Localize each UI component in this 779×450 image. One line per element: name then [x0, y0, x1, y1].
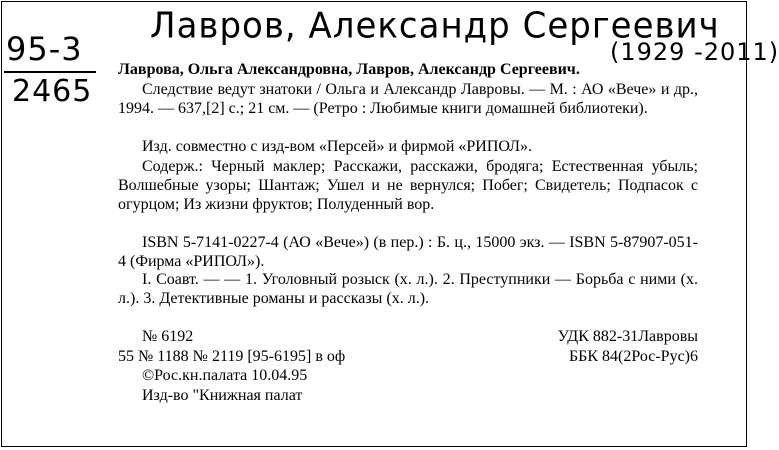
footer-udk: УДК 882-31Лавровы [557, 328, 698, 345]
handwritten-divider [4, 71, 96, 73]
handwritten-author-name: Лавров, Александр Сергеевич [150, 5, 720, 47]
record-edition-note: Изд. совместно с изд-вом «Персей» и фирмой «РИПОЛ». [142, 138, 532, 155]
record-isbn: ISBN 5-7141-0227-4 (АО «Вече») (в пер.) : Б. ц., 15000 экз. — ISBN 5-87907-051-4 (Фирма «РИПОЛ»). [118, 234, 698, 270]
handwritten-shelf-code-bottom: 2465 [12, 74, 93, 109]
handwritten-shelf-code-top: 95-3 [6, 30, 83, 68]
footer-chamber: ©Рос.кн.палата 10.04.95 [142, 367, 308, 384]
handwritten-years: (1929 -2011) [610, 38, 779, 66]
record-subjects: I. Соавт. — — 1. Уголовный розыск (х. л.). 2. Преступники — Борьба с ними (х. л.). 3. Детективные романы и рассказы (х. л.). [118, 271, 698, 307]
footer-registry: 55 № 1188 № 2119 [95-6195] в оф [118, 347, 346, 365]
record-contents: Содерж.: Черный маклер; Расскажи, расскажи, бродяга; Естественная убыль; Волшебные узоры; Шантаж; Ушел и не вернулся; Побег; Свидетель; Подпасок с огурцом; Из жизни фруктов; Полуденный вор. [118, 158, 698, 213]
footer-left [118, 327, 345, 405]
record-heading: Лаврова, Ольга Александровна, Лавров, Александр Сергеевич. [118, 61, 580, 78]
footer-bbk: ББК 84(2Рос-Рус)6 [568, 347, 698, 365]
footer-publisher: Изд-во "Книжная палат [142, 386, 303, 404]
footer-number: № 6192 [142, 328, 194, 345]
record-description: Следствие ведут знатоки / Ольга и Александр Лавровы. — М. : АО «Вече» и др., 1994. — 637,[2] с.; 21 см. — (Ретро : Любимые книги домашней библиотеки). [118, 81, 698, 117]
footer-right [558, 327, 698, 366]
